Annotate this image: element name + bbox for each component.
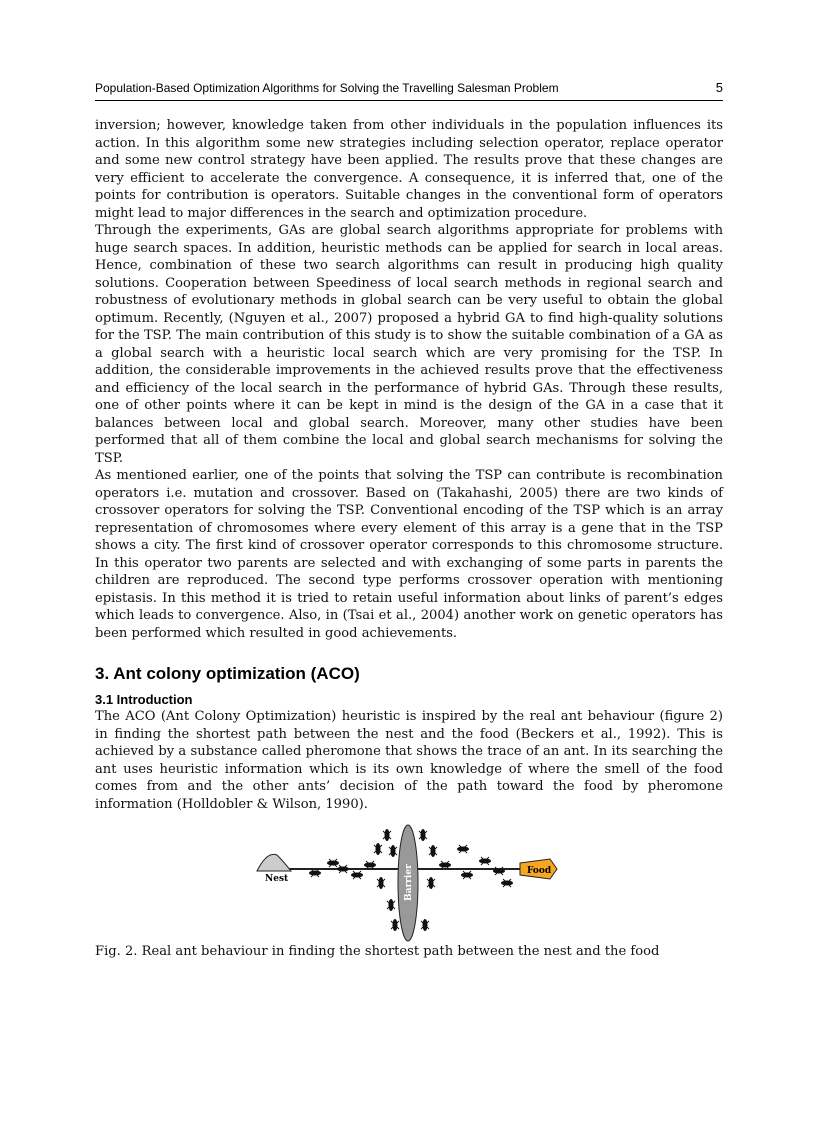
ant-diagram xyxy=(95,821,723,943)
page-number: 5 xyxy=(715,80,723,95)
ant-icon xyxy=(391,919,399,931)
ant-icon xyxy=(389,845,397,857)
ant-icon xyxy=(351,871,363,879)
paragraph-inversion: inversion; however, knowledge taken from other individuals in the population influences its action. In this algorithm some new strategies including selection operator, replace operator and some new control strategy have been applied. The results prove that these changes are very efficient to accelerate the convergence. A consequence, it is inferred that, one of the points for contribution is operators. Suitable changes in the conventional form of operators might lead to major differences in the search and optimization procedure. xyxy=(95,118,723,221)
barrier-label: Barrier xyxy=(404,864,414,901)
running-title: Population-Based Optimization Algorithms for Solving the Travelling Salesman Problem xyxy=(95,81,559,95)
ant-icon xyxy=(501,879,513,887)
paragraph-aco-intro: The ACO (Ant Colony Optimization) heuristic is inspired by the real ant behaviour (figure 2) in finding the shortest path between the nest and the food (Beckers et al., 1992). This is achieved by a substance called pheromone that shows the trace of an ant. In its searching the ant uses heuristic information which is its own knowledge of where the smell of the food comes from and the other ants’ decision of the path toward the food by pheromone information (Holldobler & Wilson, 1990). xyxy=(95,709,723,812)
ant-figure xyxy=(95,821,723,943)
page-body xyxy=(95,117,723,961)
ant-icon xyxy=(421,919,429,931)
ant-icon xyxy=(337,865,349,873)
paragraph-hybrid-ga: Through the experiments, GAs are global search algorithms appropriate for problems with huge search spaces. In addition, heuristic methods can be applied for search in local areas. Hence, combination of these two search algorithms can result in producing high quality solutions. Cooperation between Speediness of local search methods in regional search and robustness of evolutionary methods in global search can be very useful to obtain the global optimum. Recently, (Nguyen et al., 2007) proposed a hybrid GA to find high-quality solutions for the TSP. The main contribution of this study is to show the suitable combination of a GA as a global search with a heuristic local search which are very promising for the TSP. In addition, the considerable improvements in the achieved results prove that the effectiveness and efficiency of the local search in the performance of hybrid GAs. Through these results, one of other points where it can be kept in mind is the design of the GA in a case that it balances between local and global search. Moreover, many other studies have been performed that all of them combine the local and global search mechanisms for solving the TSP. xyxy=(95,223,723,466)
ant-icon xyxy=(419,829,427,841)
paragraph-crossover: As mentioned earlier, one of the points that solving the TSP can contribute is recombination operators i.e. mutation and crossover. Based on (Takahashi, 2005) there are two kinds of crossover operators for solving the TSP. Conventional encoding of the TSP which is an array representation of chromosomes where every element of this array is a gene that in the TSP shows a city. The first kind of crossover operator corresponds to this chromosome structure. In this operator two parents are selected and with exchanging of some parts in parents the children are reproduced. The second type performs crossover operation with mentioning epistasis. In this method it is tried to retain useful information about links of parent’s edges which leads to convergence. Also, in (Tsai et al., 2004) another work on genetic operators has been performed which resulted in good achievements. xyxy=(95,468,723,641)
running-header xyxy=(95,80,723,101)
ant-icon xyxy=(377,877,385,889)
ant-icon xyxy=(383,829,391,841)
ant-icon xyxy=(439,861,451,869)
section-heading: 3. Ant colony optimization (ACO) xyxy=(95,664,360,683)
subsection-heading: 3.1 Introduction xyxy=(95,692,193,707)
figure-caption: Fig. 2. Real ant behaviour in finding the shortest path between the nest and the food xyxy=(95,944,660,959)
ant-icon xyxy=(457,845,469,853)
ant-icon xyxy=(479,857,491,865)
ant-icon xyxy=(374,843,382,855)
ant-icon xyxy=(429,845,437,857)
ant-icon xyxy=(387,899,395,911)
ant-icon xyxy=(461,871,473,879)
ant-icon xyxy=(364,861,376,869)
nest-label: Nest xyxy=(265,874,289,884)
ant-icon xyxy=(427,877,435,889)
food-label: Food xyxy=(527,866,552,876)
ant-icon xyxy=(309,869,321,877)
ant-icon xyxy=(327,859,339,867)
nest-mound xyxy=(257,854,291,871)
